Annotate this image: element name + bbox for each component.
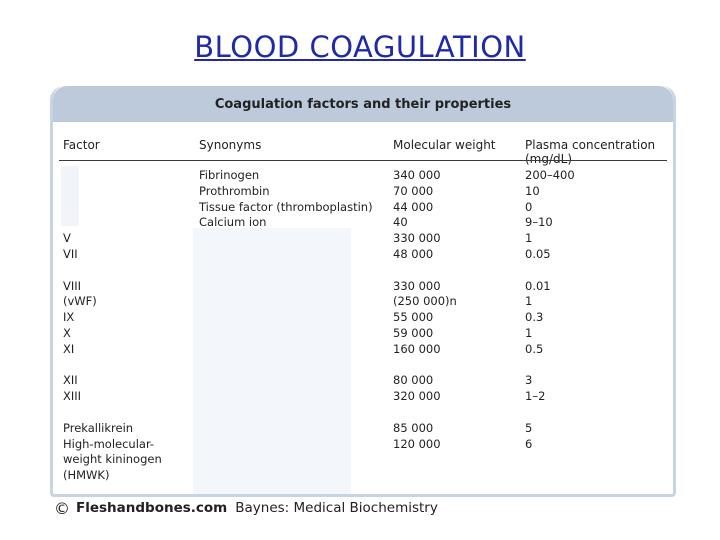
synonym-cell [199, 421, 389, 437]
synonym-cell [199, 437, 389, 453]
synonym-cell: Tissue factor (thromboplastin) [199, 199, 373, 214]
synonym-cell [199, 405, 389, 421]
synonym-cell [199, 310, 389, 326]
plasma-concentration-cell: 0 [525, 199, 533, 214]
plasma-concentration-cell: 1 [525, 231, 533, 246]
synonym-cell [199, 468, 389, 484]
header-molecular-weight: Molecular weight [393, 138, 496, 152]
synonym-cell [199, 279, 389, 295]
header-factor: Factor [63, 138, 100, 152]
synonym-cell: Prothrombin [199, 183, 270, 198]
factor-cell: XII [63, 373, 78, 388]
molecular-weight-column [393, 168, 518, 484]
plasma-concentration-cell [525, 358, 675, 374]
plasma-concentration-cell: 1 [525, 325, 533, 340]
plasma-concentration-cell: 1–2 [525, 389, 546, 404]
factor-cell [63, 263, 191, 279]
factor-cell [63, 405, 191, 421]
factor-cell: VII [63, 246, 78, 261]
plasma-concentration-cell [525, 452, 675, 468]
molecular-weight-cell: 320 000 [393, 389, 441, 404]
molecular-weight-cell [393, 358, 518, 374]
molecular-weight-cell [393, 263, 518, 279]
factor-cell: High-molecular- [63, 436, 155, 451]
synonym-cell [199, 342, 389, 358]
factor-cell: XI [63, 341, 75, 356]
factor-cell [63, 215, 191, 231]
plasma-concentration-cell: 3 [525, 373, 533, 388]
molecular-weight-cell: 59 000 [393, 325, 434, 340]
molecular-weight-cell [393, 452, 518, 468]
plasma-concentration-column [525, 168, 675, 484]
plasma-concentration-cell: 0.3 [525, 310, 544, 325]
plasma-concentration-cell: 0.5 [525, 341, 544, 356]
synonym-cell [199, 263, 389, 279]
factor-cell: weight kininogen [63, 452, 162, 467]
brand-name: Fleshandbones.com [76, 500, 228, 516]
molecular-weight-cell: (250 000)n [393, 294, 457, 309]
factor-cell: V [63, 231, 71, 246]
plasma-concentration-cell: 0.05 [525, 246, 551, 261]
synonym-cell [199, 452, 389, 468]
plasma-concentration-cell: 10 [525, 183, 540, 198]
synonym-cell: Calcium ion [199, 215, 267, 230]
factor-cell: VIII [63, 278, 82, 293]
synonym-column [199, 168, 389, 484]
molecular-weight-cell: 70 000 [393, 183, 434, 198]
factor-cell [63, 184, 191, 200]
synonym-cell [199, 373, 389, 389]
molecular-weight-cell [393, 468, 518, 484]
table-caption: Coagulation factors and their properties [53, 86, 673, 122]
source-title: Baynes: Medical Biochemistry [235, 500, 438, 516]
factor-cell: X [63, 325, 71, 340]
factor-cell [63, 200, 191, 216]
header-synonyms: Synonyms [199, 138, 262, 152]
synonym-cell [199, 389, 389, 405]
molecular-weight-cell: 40 [393, 215, 408, 230]
factor-cell: IX [63, 310, 75, 325]
factor-cell: (vWF) [63, 294, 97, 309]
molecular-weight-cell [393, 405, 518, 421]
factor-cell: XIII [63, 389, 82, 404]
synonym-cell [199, 358, 389, 374]
molecular-weight-cell: 160 000 [393, 341, 441, 356]
factor-cell [63, 358, 191, 374]
plasma-concentration-cell [525, 405, 675, 421]
copyright-icon: © [54, 498, 70, 518]
molecular-weight-cell: 85 000 [393, 420, 434, 435]
molecular-weight-cell: 44 000 [393, 199, 434, 214]
synonym-cell [199, 247, 389, 263]
plasma-concentration-cell: 9–10 [525, 215, 553, 230]
slide-title: BLOOD COAGULATION [194, 30, 526, 64]
molecular-weight-cell: 120 000 [393, 436, 441, 451]
molecular-weight-cell: 80 000 [393, 373, 434, 388]
plasma-concentration-cell: 0.01 [525, 278, 551, 293]
molecular-weight-cell: 330 000 [393, 278, 441, 293]
factor-cell: Prekallikrein [63, 420, 134, 435]
plasma-concentration-cell: 200–400 [525, 168, 575, 182]
plasma-concentration-cell: 5 [525, 420, 533, 435]
source-credit [54, 498, 438, 518]
factor-cell [63, 168, 191, 184]
synonym-cell [199, 231, 389, 247]
molecular-weight-cell: 330 000 [393, 231, 441, 246]
plasma-concentration-cell [525, 263, 675, 279]
coagulation-factors-table [50, 86, 676, 497]
factor-cell: (HMWK) [63, 468, 110, 483]
header-divider [59, 160, 667, 161]
plasma-concentration-cell [525, 468, 675, 484]
plasma-concentration-cell: 1 [525, 294, 533, 309]
synonym-cell [199, 294, 389, 310]
factor-column [63, 168, 191, 484]
plasma-concentration-cell: 6 [525, 436, 533, 451]
column-headers [53, 138, 673, 166]
header-plasma-concentration: Plasma concentration (mg/dL) [525, 138, 656, 166]
synonym-cell [199, 326, 389, 342]
molecular-weight-cell: 48 000 [393, 246, 434, 261]
molecular-weight-cell: 340 000 [393, 168, 441, 182]
synonym-cell: Fibrinogen [199, 168, 260, 182]
molecular-weight-cell: 55 000 [393, 310, 434, 325]
